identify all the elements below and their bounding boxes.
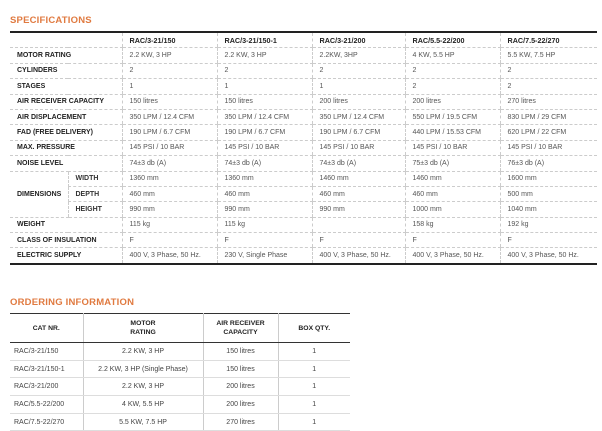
spec-value: 190 LPM / 6.7 CFM bbox=[217, 125, 312, 140]
table-row bbox=[10, 343, 350, 361]
spec-value: 115 kg bbox=[122, 217, 217, 232]
spec-row bbox=[10, 233, 597, 248]
row-label: ELECTRIC SUPPLY bbox=[10, 248, 122, 264]
spec-value: 1600 mm bbox=[500, 171, 597, 186]
spec-value: 192 kg bbox=[500, 217, 597, 232]
row-label: CYLINDERS bbox=[10, 63, 122, 78]
header-line: CAPACITY bbox=[223, 329, 258, 336]
spec-header-row bbox=[10, 32, 597, 48]
spec-value: 2 bbox=[500, 63, 597, 78]
spec-value: F bbox=[500, 233, 597, 248]
table-cell: 2.2 KW, 3 HP bbox=[83, 378, 203, 396]
header-line: BOX QTY. bbox=[298, 324, 331, 332]
spec-value: 2 bbox=[405, 79, 500, 94]
table-cell: 1 bbox=[278, 360, 350, 378]
model-header: RAC/3-21/200 bbox=[312, 32, 405, 48]
model-header: RAC/7.5-22/270 bbox=[500, 32, 597, 48]
table-cell: RAC/5.5-22/200 bbox=[10, 396, 83, 414]
spec-value: 270 litres bbox=[500, 94, 597, 109]
spec-value: 75±3 db (A) bbox=[405, 156, 500, 171]
spec-value: 350 LPM / 12.4 CFM bbox=[312, 109, 405, 124]
row-label: MOTOR RATING bbox=[10, 48, 122, 63]
spec-value: F bbox=[405, 233, 500, 248]
spec-value: 74±3 db (A) bbox=[122, 156, 217, 171]
spec-value: 1360 mm bbox=[217, 171, 312, 186]
row-label: FAD (FREE DELIVERY) bbox=[10, 125, 122, 140]
header-line: RATING bbox=[130, 329, 156, 336]
spec-value: 1040 mm bbox=[500, 202, 597, 217]
spec-value: 620 LPM / 22 CFM bbox=[500, 125, 597, 140]
spec-value: 4 KW, 5.5 HP bbox=[405, 48, 500, 63]
spec-value: 460 mm bbox=[405, 186, 500, 201]
spec-value: 74±3 db (A) bbox=[312, 156, 405, 171]
spec-value: 400 V, 3 Phase, 50 Hz. bbox=[500, 248, 597, 264]
spec-value: 145 PSI / 10 BAR bbox=[405, 140, 500, 155]
spec-value: 830 LPM / 29 CFM bbox=[500, 109, 597, 124]
spec-value: 145 PSI / 10 BAR bbox=[122, 140, 217, 155]
table-cell: 1 bbox=[278, 343, 350, 361]
model-header: RAC/3-21/150 bbox=[122, 32, 217, 48]
spec-value: 115 kg bbox=[217, 217, 312, 232]
table-cell: 2.2 KW, 3 HP bbox=[83, 343, 203, 361]
ordering-header-row bbox=[10, 314, 350, 343]
table-cell: 4 KW, 5.5 HP bbox=[83, 396, 203, 414]
spec-row bbox=[10, 140, 597, 155]
spec-value: 74±3 db (A) bbox=[217, 156, 312, 171]
header-line: CAT NR. bbox=[32, 324, 60, 332]
table-row bbox=[10, 396, 350, 414]
specifications-title: SPECIFICATIONS bbox=[10, 15, 92, 26]
row-label: AIR RECEIVER CAPACITY bbox=[10, 94, 122, 109]
spec-row bbox=[10, 48, 597, 63]
spec-value: 400 V, 3 Phase, 50 Hz. bbox=[405, 248, 500, 264]
sub-label: HEIGHT bbox=[68, 202, 122, 217]
spec-value: 2 bbox=[312, 63, 405, 78]
row-label: DIMENSIONS bbox=[10, 171, 68, 217]
column-header bbox=[83, 314, 203, 343]
spec-value: 1 bbox=[312, 79, 405, 94]
table-cell: 1 bbox=[278, 413, 350, 431]
spec-value: 2 bbox=[405, 63, 500, 78]
spec-row bbox=[10, 94, 597, 109]
spec-value bbox=[312, 217, 405, 232]
spec-value: 400 V, 3 Phase, 50 Hz. bbox=[122, 248, 217, 264]
spec-value: 500 mm bbox=[500, 186, 597, 201]
row-label: CLASS OF INSULATION bbox=[10, 233, 122, 248]
table-cell: RAC/7.5-22/270 bbox=[10, 413, 83, 431]
spec-row bbox=[10, 171, 597, 186]
spec-row bbox=[10, 186, 597, 201]
table-cell: RAC/3-21/150-1 bbox=[10, 360, 83, 378]
spec-value: 1360 mm bbox=[122, 171, 217, 186]
spec-value: 990 mm bbox=[122, 202, 217, 217]
spec-value: 990 mm bbox=[217, 202, 312, 217]
spec-row bbox=[10, 156, 597, 171]
spec-value: 400 V, 3 Phase, 50 Hz. bbox=[312, 248, 405, 264]
spec-value: 190 LPM / 6.7 CFM bbox=[312, 125, 405, 140]
table-cell: 1 bbox=[278, 378, 350, 396]
spec-value: 350 LPM / 12.4 CFM bbox=[217, 109, 312, 124]
column-header bbox=[203, 314, 278, 343]
spec-value: 230 V, Single Phase bbox=[217, 248, 312, 264]
spec-value: 158 kg bbox=[405, 217, 500, 232]
spec-row bbox=[10, 202, 597, 217]
spec-value: 5.5 KW, 7.5 HP bbox=[500, 48, 597, 63]
model-header: RAC/5.5-22/200 bbox=[405, 32, 500, 48]
table-cell: 1 bbox=[278, 396, 350, 414]
spec-row bbox=[10, 79, 597, 94]
spec-value: 1000 mm bbox=[405, 202, 500, 217]
spec-value: 1 bbox=[122, 79, 217, 94]
row-label: WEIGHT bbox=[10, 217, 122, 232]
spec-value: 460 mm bbox=[122, 186, 217, 201]
sub-label: WIDTH bbox=[68, 171, 122, 186]
table-row bbox=[10, 360, 350, 378]
spec-value: 76±3 db (A) bbox=[500, 156, 597, 171]
spec-value: 190 LPM / 6.7 CFM bbox=[122, 125, 217, 140]
model-header: RAC/3-21/150-1 bbox=[217, 32, 312, 48]
spec-value: 200 litres bbox=[405, 94, 500, 109]
table-cell: RAC/3-21/150 bbox=[10, 343, 83, 361]
spec-value: 2 bbox=[500, 79, 597, 94]
table-row bbox=[10, 378, 350, 396]
spec-value: F bbox=[122, 233, 217, 248]
spec-value: 145 PSI / 10 BAR bbox=[500, 140, 597, 155]
specifications-table bbox=[10, 31, 597, 265]
table-cell: 200 litres bbox=[203, 378, 278, 396]
spec-row bbox=[10, 63, 597, 78]
table-cell: 150 litres bbox=[203, 360, 278, 378]
spec-value: 2.2KW, 3HP bbox=[312, 48, 405, 63]
row-label: NOISE LEVEL bbox=[10, 156, 122, 171]
spec-value: 2.2 KW, 3 HP bbox=[217, 48, 312, 63]
table-cell: 270 litres bbox=[203, 413, 278, 431]
spec-value: 1 bbox=[217, 79, 312, 94]
spec-value: 1460 mm bbox=[405, 171, 500, 186]
spec-value: F bbox=[312, 233, 405, 248]
table-cell: 2.2 KW, 3 HP (Single Phase) bbox=[83, 360, 203, 378]
table-row bbox=[10, 413, 350, 431]
spec-value: 990 mm bbox=[312, 202, 405, 217]
spec-value: 2 bbox=[122, 63, 217, 78]
spec-value: 2.2 KW, 3 HP bbox=[122, 48, 217, 63]
row-label: MAX. PRESSURE bbox=[10, 140, 122, 155]
table-cell: 150 litres bbox=[203, 343, 278, 361]
spec-value: 2 bbox=[217, 63, 312, 78]
row-label: STAGES bbox=[10, 79, 122, 94]
spec-value: 440 LPM / 15.53 CFM bbox=[405, 125, 500, 140]
spec-value: 145 PSI / 10 BAR bbox=[217, 140, 312, 155]
spec-value: 200 litres bbox=[312, 94, 405, 109]
ordering-table bbox=[10, 313, 350, 431]
column-header bbox=[278, 314, 350, 343]
table-cell: 200 litres bbox=[203, 396, 278, 414]
spec-value: 460 mm bbox=[217, 186, 312, 201]
column-header bbox=[10, 314, 83, 343]
spec-row bbox=[10, 248, 597, 264]
row-label: AIR DISPLACEMENT bbox=[10, 109, 122, 124]
spec-value: 145 PSI / 10 BAR bbox=[312, 140, 405, 155]
spec-row bbox=[10, 125, 597, 140]
table-cell: RAC/3-21/200 bbox=[10, 378, 83, 396]
spec-value: 550 LPM / 19.5 CFM bbox=[405, 109, 500, 124]
header-line: AIR RECEIVER bbox=[216, 320, 265, 327]
table-cell: 5.5 KW, 7.5 HP bbox=[83, 413, 203, 431]
header-line: MOTOR bbox=[130, 320, 156, 327]
spec-value: 150 litres bbox=[122, 94, 217, 109]
spec-row bbox=[10, 109, 597, 124]
spec-value: F bbox=[217, 233, 312, 248]
sub-label: DEPTH bbox=[68, 186, 122, 201]
spec-value: 350 LPM / 12.4 CFM bbox=[122, 109, 217, 124]
spec-value: 150 litres bbox=[217, 94, 312, 109]
spec-value: 460 mm bbox=[312, 186, 405, 201]
ordering-title: ORDERING INFORMATION bbox=[10, 297, 135, 308]
spec-value: 1460 mm bbox=[312, 171, 405, 186]
spec-row bbox=[10, 217, 597, 232]
